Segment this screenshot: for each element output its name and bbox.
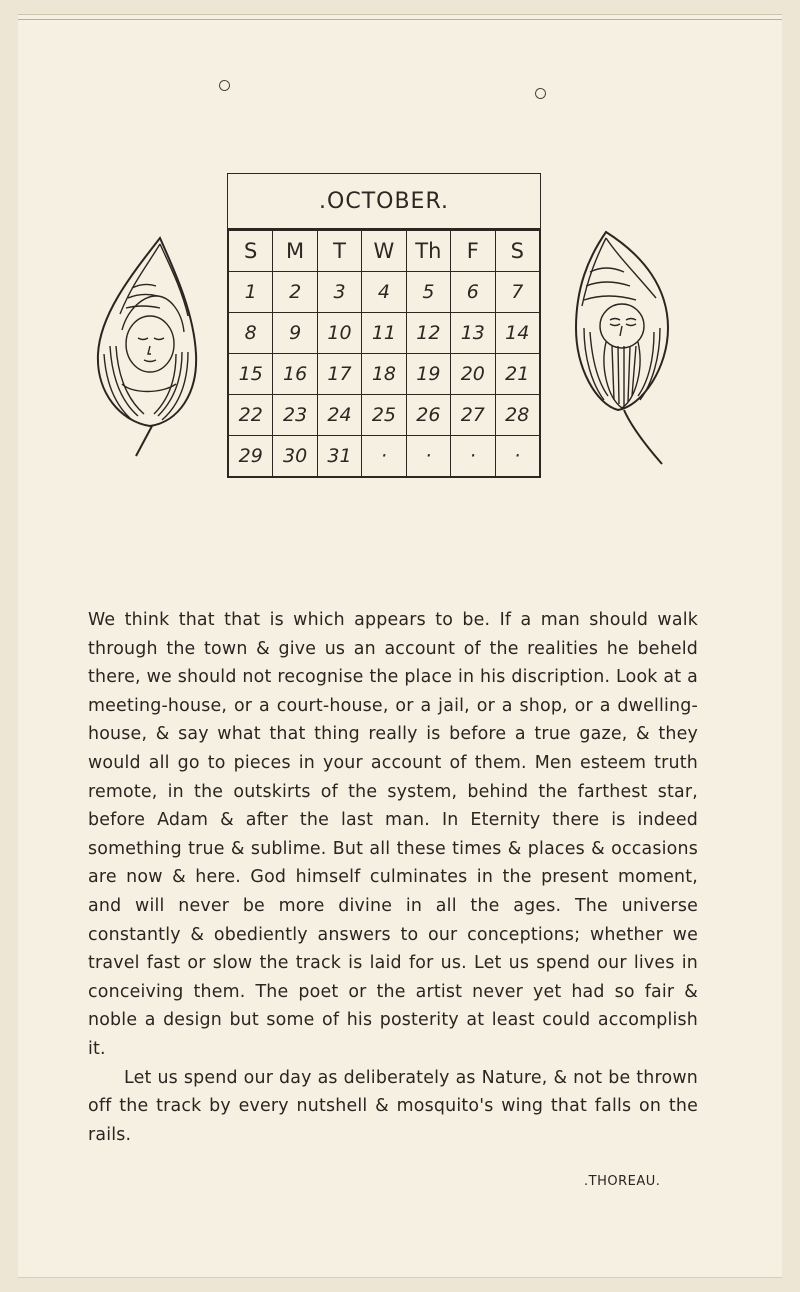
bearded-face-leaf-icon: [570, 228, 674, 468]
day-cell: 9: [273, 313, 317, 354]
day-cell: 30: [273, 436, 317, 477]
quote-author: .THOREAU.: [584, 1174, 661, 1189]
weekday-row: [229, 231, 540, 272]
week-row: [229, 313, 540, 354]
week-row: [229, 436, 540, 477]
week-row: [229, 354, 540, 395]
day-cell: 29: [229, 436, 273, 477]
day-cell: 8: [229, 313, 273, 354]
day-cell: 27: [451, 395, 495, 436]
day-cell: 25: [362, 395, 406, 436]
weekday-cell: S: [495, 231, 540, 272]
weekday-cell: M: [273, 231, 317, 272]
day-cell: ·: [495, 436, 540, 477]
day-cell: 4: [362, 272, 406, 313]
october-calendar: [227, 173, 541, 478]
calendar-grid: [228, 230, 540, 477]
day-cell: 24: [317, 395, 361, 436]
day-cell: 31: [317, 436, 361, 477]
day-cell: 18: [362, 354, 406, 395]
day-cell: 2: [273, 272, 317, 313]
day-cell: ·: [451, 436, 495, 477]
day-cell: 10: [317, 313, 361, 354]
thoreau-quote: [88, 606, 698, 1149]
day-cell: 1: [229, 272, 273, 313]
week-row: [229, 395, 540, 436]
day-cell: ·: [406, 436, 450, 477]
day-cell: 28: [495, 395, 540, 436]
day-cell: 17: [317, 354, 361, 395]
day-cell: 22: [229, 395, 273, 436]
day-cell: 3: [317, 272, 361, 313]
day-cell: ·: [362, 436, 406, 477]
day-cell: 14: [495, 313, 540, 354]
day-cell: 19: [406, 354, 450, 395]
weekday-cell: F: [451, 231, 495, 272]
quote-paragraph: Let us spend our day as deliberately as Nature, & not be thrown off the track by every nutshell & mosquito's wing that falls on the rails.: [88, 1067, 698, 1145]
day-cell: 23: [273, 395, 317, 436]
week-row: [229, 272, 540, 313]
weekday-cell: Th: [406, 231, 450, 272]
top-rule: [18, 19, 782, 20]
day-cell: 12: [406, 313, 450, 354]
day-cell: 16: [273, 354, 317, 395]
sleeping-face-leaf-icon: [92, 234, 202, 460]
day-cell: 13: [451, 313, 495, 354]
day-cell: 7: [495, 272, 540, 313]
day-cell: 5: [406, 272, 450, 313]
weekday-cell: W: [362, 231, 406, 272]
day-cell: 26: [406, 395, 450, 436]
day-cell: 6: [451, 272, 495, 313]
month-title: .OCTOBER.: [228, 174, 540, 230]
weekday-cell: T: [317, 231, 361, 272]
day-cell: 11: [362, 313, 406, 354]
day-cell: 20: [451, 354, 495, 395]
weekday-cell: S: [229, 231, 273, 272]
day-cell: 21: [495, 354, 540, 395]
day-cell: 15: [229, 354, 273, 395]
quote-paragraph: We think that that is which appears to be. If a man should walk through the town & give us an account of the realities he beheld there, we should not recognise the place in his discription. Look at a meeting-house, or a court-house, or a jail, or a shop, or a dwelling-house, & say what that thing really is before a true gaze, & they would all go to pieces in your account of them. Men esteem truth remote, in the outskirts of the system, behind the farthest star, before Adam & after the last man. In Eternity there is indeed something true & sublime. But all these times & places & occasions are now & here. God himself culminates in the present moment, and will never be more divine in all the ages. The universe constantly & obediently answers to our conceptions; whether we travel fast or slow the track is laid for us. Let us spend our lives in conceiving them. The poet or the artist never yet had so fair & noble a design but some of his posterity at least could accomplish it.: [88, 610, 698, 1059]
